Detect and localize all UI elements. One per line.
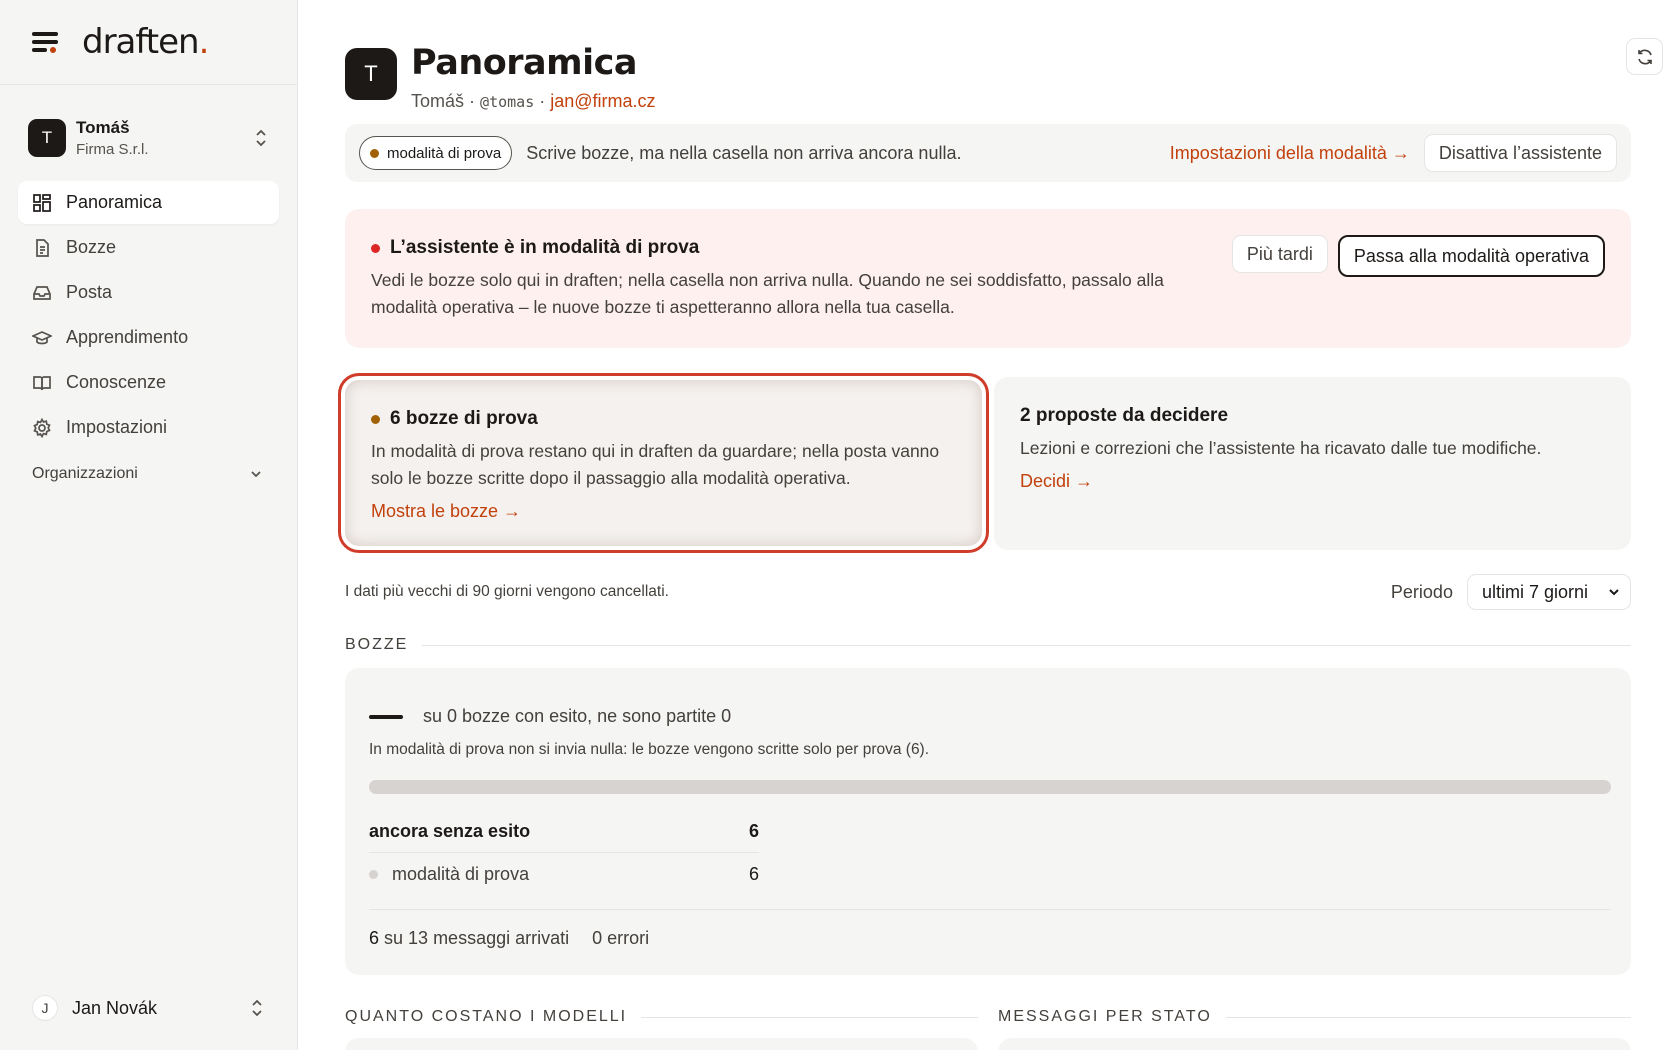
bottom-section-headings — [345, 1008, 1631, 1026]
alert-title: L’assistente è in modalità di prova — [390, 237, 700, 258]
sidebar-item-impostazioni[interactable] — [18, 406, 279, 449]
proposals-card — [994, 377, 1631, 550]
separator: · — [539, 90, 546, 111]
user-menu[interactable] — [32, 988, 265, 1028]
drafts-stats-box — [345, 668, 1631, 975]
table-row — [369, 810, 759, 853]
sidebar-item-label: Panoramica — [66, 192, 163, 212]
deactivate-assistant-button[interactable]: Disattiva l’assistente — [1424, 134, 1617, 172]
book-icon — [32, 373, 52, 393]
dash-indicator — [369, 715, 403, 719]
sidebar-item-label: Apprendimento — [66, 327, 189, 347]
main-content — [298, 0, 1680, 1050]
status-dot — [369, 870, 378, 879]
refresh-icon — [1636, 48, 1654, 66]
mode-pill-label: modalità di prova — [387, 144, 502, 162]
messages-box — [998, 1038, 1631, 1050]
sidebar-item-bozze[interactable] — [18, 226, 279, 269]
page-header — [345, 0, 1680, 120]
sidebar-item-label: Conoscenze — [66, 372, 167, 392]
sidebar-item-conoscenze[interactable] — [18, 361, 279, 404]
row-label: modalità di prova — [392, 864, 530, 884]
status-dot — [371, 415, 380, 424]
trial-drafts-card — [345, 380, 982, 546]
document-icon — [32, 238, 52, 258]
show-drafts-link[interactable]: Mostra le bozze → — [371, 501, 522, 521]
costs-box — [345, 1038, 978, 1050]
organizations-toggle[interactable] — [0, 465, 297, 483]
info-row — [345, 574, 1631, 610]
bottom-boxes — [345, 1038, 1631, 1050]
inbox-icon — [32, 283, 52, 303]
sidebar-item-label: Posta — [66, 282, 113, 302]
sidebar-item-label: Impostazioni — [66, 417, 168, 437]
mode-pill — [359, 136, 512, 170]
section-title: BOZZE — [345, 636, 409, 653]
alert-text: Vedi le bozze solo qui in draften; nella casella non arriva nulla. Quando ne sei soddisfatto, passalo alla modalità operativa – le nuove bozze ti aspetteranno allora nella tua casella. — [371, 270, 1164, 317]
sidebar — [0, 0, 298, 1050]
avatar: T — [345, 48, 397, 100]
avatar: J — [32, 995, 58, 1021]
later-button[interactable]: Più tardi — [1232, 235, 1328, 273]
section-heading-bozze — [345, 636, 1631, 654]
section-heading-messages: MESSAGGI PER STATO — [998, 1008, 1631, 1026]
table-row — [369, 853, 759, 896]
row-label: ancora senza esito — [369, 820, 531, 841]
switch-to-operative-button[interactable]: Passa alla modalità operativa — [1338, 235, 1605, 277]
mode-settings-link[interactable]: Impostazioni della modalità → — [1169, 142, 1410, 163]
sidebar-item-panoramica[interactable] — [18, 181, 279, 224]
drafts-progress-bar — [369, 780, 1611, 794]
account-email[interactable]: jan@firma.cz — [550, 90, 656, 111]
card-title: 2 proposte da decidere — [1020, 405, 1229, 426]
page-title: Panoramica — [411, 43, 638, 83]
sidebar-item-apprendimento[interactable] — [18, 316, 279, 359]
card-text: Lezioni e correzioni che l’assistente ha ricavato dalle tue modifiche. — [1020, 438, 1542, 458]
footer-text: su 13 messaggi arrivati — [384, 928, 570, 948]
mode-bar — [345, 124, 1631, 182]
chevron-down-icon — [249, 467, 263, 481]
chevron-updown-icon — [249, 997, 265, 1019]
sidebar-item-posta[interactable] — [18, 271, 279, 314]
drafts-summary: su 0 bozze con esito, ne sono partite 0 — [423, 706, 732, 726]
drafts-stats-table — [369, 810, 759, 896]
logo[interactable]: draften. — [82, 22, 209, 62]
menu-icon[interactable] — [32, 32, 58, 52]
row-value: 6 — [748, 820, 759, 841]
org-avatar: T — [28, 119, 66, 157]
card-text: In modalità di prova restano qui in draften da guardare; nella posta vanno solo le bozze scritte dopo il passaggio alla modalità operativa. — [371, 441, 940, 488]
drafts-note: In modalità di prova non si invia nulla: le bozze vengono scritte solo per prova (6). — [369, 741, 930, 758]
row-value: 6 — [748, 864, 759, 884]
period-value: ultimi 7 giorni — [1481, 581, 1588, 602]
org-switcher[interactable] — [0, 103, 297, 173]
summary-cards — [345, 377, 1631, 550]
footer-count: 6 — [369, 928, 380, 948]
chevron-down-icon — [1608, 586, 1620, 598]
user-name: Jan Novák — [72, 997, 158, 1018]
organizations-label: Organizzazioni — [32, 465, 138, 482]
alert-dot — [371, 244, 380, 253]
period-select[interactable] — [1467, 574, 1631, 610]
org-name: Tomáš — [76, 118, 130, 137]
account-handle: @tomas — [480, 92, 535, 111]
errors-count: 0 errori — [592, 928, 650, 948]
gear-icon — [32, 418, 52, 438]
retention-note: I dati più vecchi di 90 giorni vengono cancellati. — [345, 583, 669, 600]
refresh-button[interactable] — [1626, 38, 1663, 75]
sidebar-nav — [0, 181, 297, 449]
status-dot — [370, 149, 379, 158]
separator: · — [469, 90, 476, 111]
chevron-updown-icon — [253, 127, 269, 149]
drafts-footer — [369, 909, 1611, 949]
logo-row — [0, 0, 297, 85]
section-heading-costs: QUANTO COSTANO I MODELLI — [345, 1008, 978, 1026]
account-meta — [411, 91, 656, 112]
account-name: Tomáš — [411, 90, 465, 111]
decide-link[interactable]: Decidi → — [1020, 471, 1094, 491]
grid-icon — [32, 193, 52, 213]
mode-description: Scrive bozze, ma nella casella non arriva ancora nulla. — [526, 142, 962, 163]
trial-mode-alert — [345, 209, 1631, 348]
period-label: Periodo — [1390, 581, 1453, 602]
graduation-cap-icon — [32, 328, 52, 348]
org-company: Firma S.r.l. — [76, 141, 149, 158]
card-title: 6 bozze di prova — [390, 408, 538, 429]
sidebar-item-label: Bozze — [66, 237, 117, 257]
